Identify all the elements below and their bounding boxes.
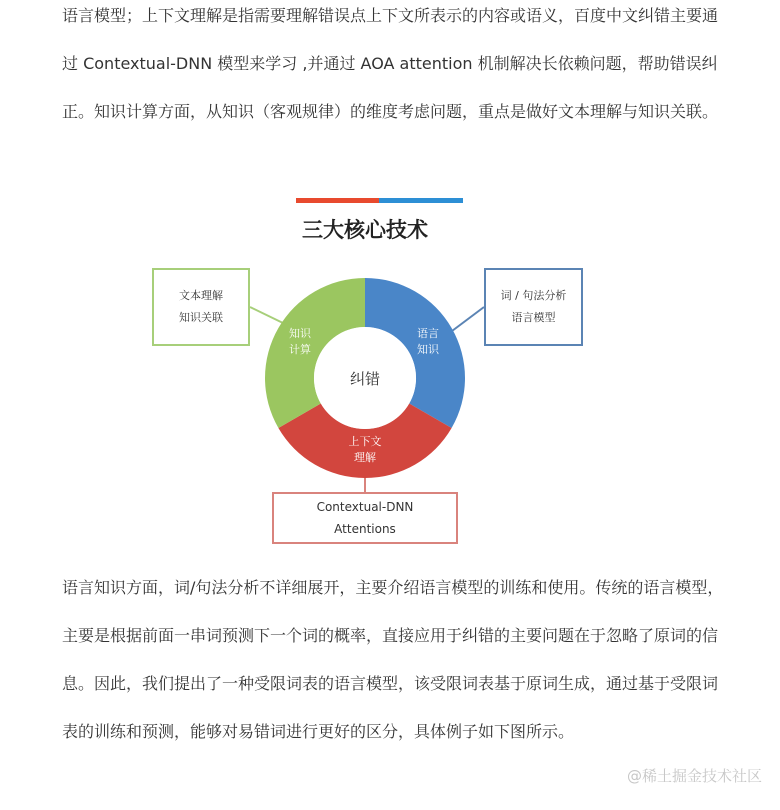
box-right-line2: 语言模型 (511, 311, 556, 324)
box-text-knowledge (152, 268, 250, 346)
box-left-line2: 知识关联 (179, 311, 223, 324)
segment-label-knowledge-compute-1: 知识 (289, 327, 311, 340)
title-accent-blue (379, 198, 463, 203)
title-accent-red (296, 198, 379, 203)
box-bottom-line2: Attentions (334, 522, 396, 536)
box-syntax-language-model (484, 268, 583, 346)
watermark: @稀土掘金技术社区 (626, 767, 762, 785)
box-right-line1: 词 / 句法分析 (500, 289, 567, 302)
connector-left (250, 307, 283, 323)
segment-label-language-knowledge-2: 知识 (417, 343, 439, 356)
segment-label-language-knowledge-1: 语言 (417, 327, 439, 340)
donut-center-label: 纠错 (349, 370, 381, 388)
intro-paragraph: 语言模型；上下文理解是指需要理解错误点上下文所表示的内容或语义，百度中文纠错主要通过 Contextual-DNN 模型来学习 ,并通过 AOA attention 机制解决长依赖问题，帮助错误纠正。知识计算方面，从知识（客观规律）的维度考虑问题，重点是做好文本理解与知识关联。 (62, 6, 719, 121)
language-knowledge-paragraph: 语言知识方面，词/句法分析不详细展开，主要介绍语言模型的训练和使用。传统的语言模型，主要是根据前面一串词预测下一个词的概率，直接应用于纠错的主要问题在于忽略了原词的信息。因此，我们提出了一种受限词表的语言模型，该受限词表基于原词生成，通过基于受限词表的训练和预测，能够对易错词进行更好的区分，具体例子如下图所示。 (62, 578, 724, 741)
segment-label-knowledge-compute-2: 计算 (289, 343, 311, 356)
box-left-line1: 文本理解 (179, 289, 223, 302)
box-contextual-dnn (272, 492, 458, 544)
figure-title: 三大核心技术 (302, 218, 428, 242)
segment-label-context-1: 上下文 (348, 435, 382, 448)
connector-right (452, 307, 484, 331)
box-bottom-line1: Contextual-DNN (316, 500, 414, 514)
segment-label-context-2: 理解 (354, 451, 376, 464)
